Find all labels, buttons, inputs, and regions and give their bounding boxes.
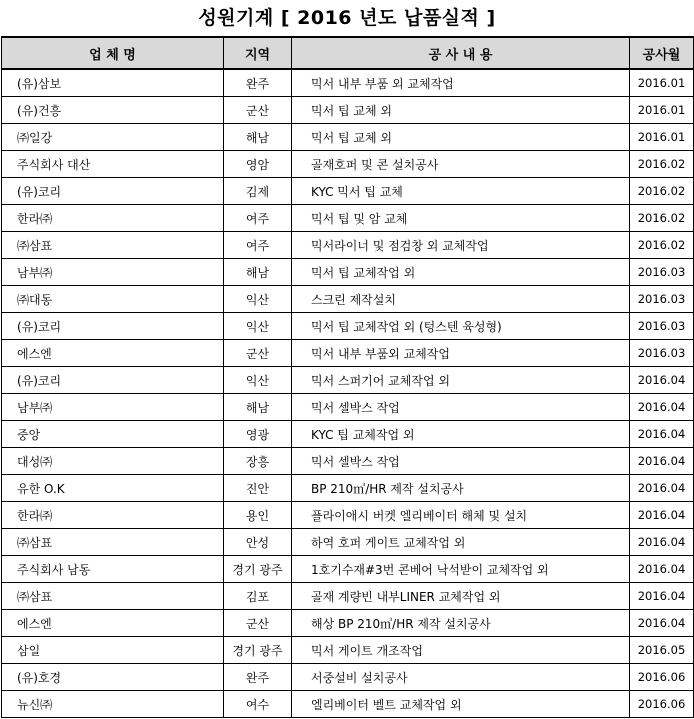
region-cell: 익산: [224, 313, 292, 340]
company-cell: (유)코리: [2, 313, 224, 340]
description-cell: 믹서 스퍼기어 교체작업 외: [292, 367, 630, 394]
company-cell: ㈜대동: [2, 286, 224, 313]
page-title: 성원기계 [ 2016 년도 납품실적 ]: [198, 7, 496, 29]
header-company: 업 체 명: [2, 37, 224, 69]
region-cell: 영광: [224, 421, 292, 448]
company-cell: (유)코리: [2, 367, 224, 394]
region-cell: 여주: [224, 205, 292, 232]
month-cell: 2016.04: [630, 394, 694, 421]
delivery-record-table: [1, 36, 694, 718]
table-row: [2, 232, 694, 259]
table-row: [2, 583, 694, 610]
region-cell: 김포: [224, 583, 292, 610]
description-cell: 믹서 내부 부품외 교체작업: [292, 340, 630, 367]
description-cell: 믹서 내부 부품 외 교체작업: [292, 69, 630, 97]
company-cell: 유한 O.K: [2, 475, 224, 502]
month-cell: 2016.01: [630, 97, 694, 124]
description-cell: 하역 호퍼 게이트 교체작업 외: [292, 529, 630, 556]
company-cell: (유)코리: [2, 178, 224, 205]
region-cell: 군산: [224, 340, 292, 367]
region-cell: 경기 광주: [224, 556, 292, 583]
region-cell: 장흥: [224, 448, 292, 475]
month-cell: 2016.04: [630, 556, 694, 583]
month-cell: 2016.04: [630, 502, 694, 529]
company-cell: (유)건흥: [2, 97, 224, 124]
company-cell: 주식회사 대산: [2, 151, 224, 178]
company-cell: 에스엔: [2, 610, 224, 637]
region-cell: 여주: [224, 232, 292, 259]
description-cell: 믹서 셀박스 작업: [292, 394, 630, 421]
company-cell: 대성㈜: [2, 448, 224, 475]
description-cell: 해상 BP 210㎥/HR 제작 설치공사: [292, 610, 630, 637]
month-cell: 2016.02: [630, 151, 694, 178]
company-cell: ㈜삼표: [2, 529, 224, 556]
month-cell: 2016.01: [630, 124, 694, 151]
region-cell: 여수: [224, 691, 292, 718]
description-cell: 골재호퍼 및 콘 설치공사: [292, 151, 630, 178]
header-work-description: 공 사 내 용: [292, 37, 630, 69]
company-cell: 남부㈜: [2, 394, 224, 421]
region-cell: 김제: [224, 178, 292, 205]
header-work-month: 공사월: [630, 37, 694, 69]
table-row: [2, 475, 694, 502]
table-row: [2, 502, 694, 529]
description-cell: 스크린 제작설치: [292, 286, 630, 313]
month-cell: 2016.06: [630, 664, 694, 691]
header-region: 지역: [224, 37, 292, 69]
description-cell: 믹서 게이트 개조작업: [292, 637, 630, 664]
table-row: [2, 529, 694, 556]
month-cell: 2016.03: [630, 340, 694, 367]
company-cell: 에스엔: [2, 340, 224, 367]
month-cell: 2016.04: [630, 448, 694, 475]
company-cell: 남부㈜: [2, 259, 224, 286]
region-cell: 영암: [224, 151, 292, 178]
month-cell: 2016.02: [630, 232, 694, 259]
description-cell: 믹서 셀박스 작업: [292, 448, 630, 475]
table-row: [2, 205, 694, 232]
region-cell: 경기 광주: [224, 637, 292, 664]
company-cell: (유)호경: [2, 664, 224, 691]
company-cell: 삼일: [2, 637, 224, 664]
table-row: [2, 664, 694, 691]
region-cell: 안성: [224, 529, 292, 556]
company-cell: 한라㈜: [2, 502, 224, 529]
table-row: [2, 124, 694, 151]
month-cell: 2016.04: [630, 610, 694, 637]
description-cell: 플라이애시 버켓 엘리베이터 해체 및 설치: [292, 502, 630, 529]
region-cell: 완주: [224, 69, 292, 97]
company-cell: 한라㈜: [2, 205, 224, 232]
table-row: [2, 394, 694, 421]
month-cell: 2016.04: [630, 475, 694, 502]
table-row: [2, 286, 694, 313]
month-cell: 2016.02: [630, 205, 694, 232]
region-cell: 용인: [224, 502, 292, 529]
region-cell: 해남: [224, 124, 292, 151]
month-cell: 2016.03: [630, 259, 694, 286]
description-cell: 믹서 팁 교체작업 외 (텅스텐 육성형): [292, 313, 630, 340]
description-cell: BP 210㎥/HR 제작 설치공사: [292, 475, 630, 502]
description-cell: 믹서 팁 교체 외: [292, 124, 630, 151]
table-row: [2, 69, 694, 97]
table-row: [2, 691, 694, 718]
description-cell: 1호기수재#3번 콘베어 낙석받이 교체작업 외: [292, 556, 630, 583]
month-cell: 2016.06: [630, 691, 694, 718]
table-row: [2, 637, 694, 664]
month-cell: 2016.02: [630, 178, 694, 205]
month-cell: 2016.04: [630, 421, 694, 448]
month-cell: 2016.03: [630, 286, 694, 313]
month-cell: 2016.04: [630, 583, 694, 610]
month-cell: 2016.05: [630, 637, 694, 664]
company-cell: ㈜일강: [2, 124, 224, 151]
description-cell: 믹서라이너 및 점검창 외 교체작업: [292, 232, 630, 259]
description-cell: 엘리베이터 벨트 교체작업 외: [292, 691, 630, 718]
company-cell: ㈜삼표: [2, 583, 224, 610]
table-header-row: [2, 37, 694, 69]
region-cell: 익산: [224, 367, 292, 394]
table-row: [2, 367, 694, 394]
company-cell: 주식회사 남동: [2, 556, 224, 583]
month-cell: 2016.04: [630, 367, 694, 394]
description-cell: 믹서 팁 및 암 교체: [292, 205, 630, 232]
table-row: [2, 610, 694, 637]
description-cell: 서중설비 설치공사: [292, 664, 630, 691]
region-cell: 진안: [224, 475, 292, 502]
table-row: [2, 151, 694, 178]
table-row: [2, 340, 694, 367]
company-cell: (유)삼보: [2, 69, 224, 97]
month-cell: 2016.03: [630, 313, 694, 340]
region-cell: 해남: [224, 394, 292, 421]
description-cell: KYC 팁 교체작업 외: [292, 421, 630, 448]
description-cell: 믹서 팁 교체작업 외: [292, 259, 630, 286]
company-cell: 뉴신㈜: [2, 691, 224, 718]
region-cell: 해남: [224, 259, 292, 286]
month-cell: 2016.04: [630, 529, 694, 556]
description-cell: KYC 믹서 팁 교체: [292, 178, 630, 205]
table-row: [2, 421, 694, 448]
table-row: [2, 556, 694, 583]
company-cell: 중앙: [2, 421, 224, 448]
table-row: [2, 97, 694, 124]
region-cell: 군산: [224, 97, 292, 124]
table-row: [2, 448, 694, 475]
company-cell: ㈜삼표: [2, 232, 224, 259]
table-row: [2, 313, 694, 340]
description-cell: 골재 계량빈 내부LINER 교체작업 외: [292, 583, 630, 610]
region-cell: 익산: [224, 286, 292, 313]
description-cell: 믹서 팁 교체 외: [292, 97, 630, 124]
table-row: [2, 259, 694, 286]
table-body: [2, 69, 694, 718]
month-cell: 2016.01: [630, 69, 694, 97]
table-row: [2, 178, 694, 205]
region-cell: 완주: [224, 664, 292, 691]
region-cell: 군산: [224, 610, 292, 637]
